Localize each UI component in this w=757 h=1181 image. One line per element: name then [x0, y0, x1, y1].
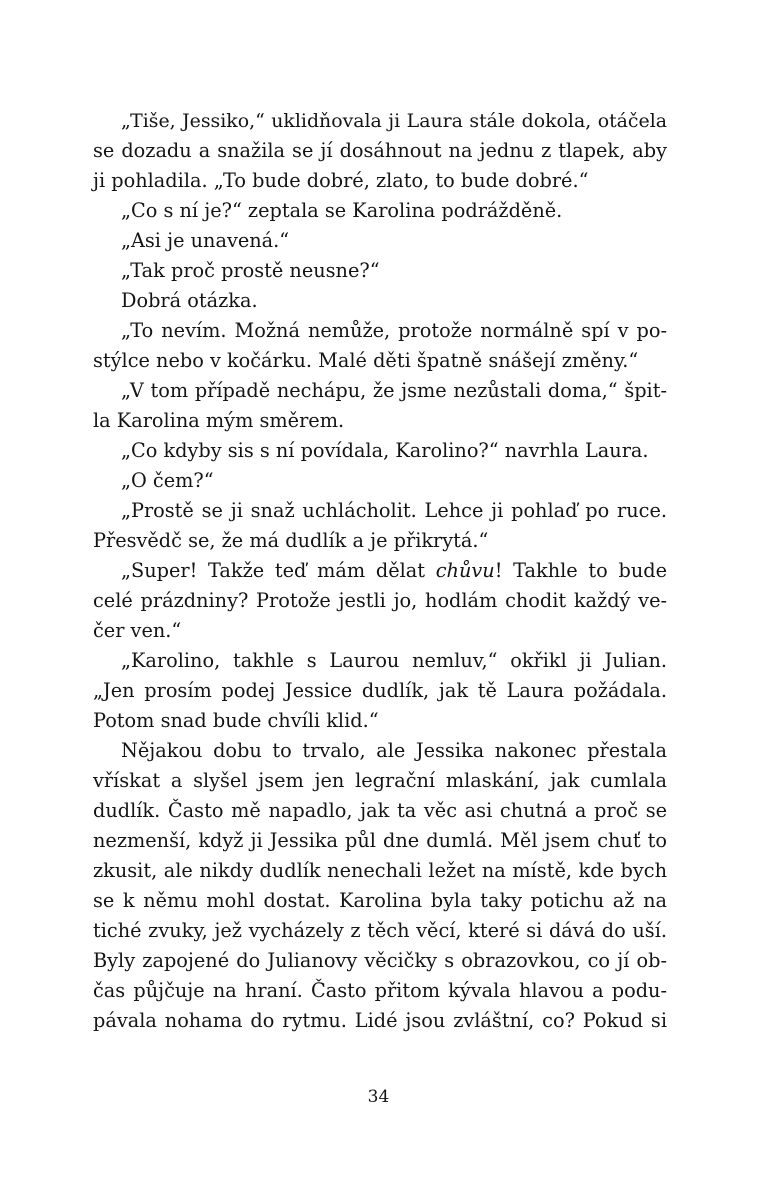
line-text: „Co kdyby sis s ní povídala, Karolino?“ navrhla Laura.	[121, 439, 649, 462]
line-text: se k němu mohl dostat. Karolina byla taky potichu až na	[93, 889, 667, 912]
line-text: „Co s ní je?“ zeptala se Karolina podrážděně.	[121, 199, 563, 222]
line-text: celé prázdniny? Protože jestli jo, hodlám chodit každý ve-	[93, 589, 667, 612]
text-line	[93, 166, 667, 196]
text-line	[93, 826, 667, 856]
line-text: „V tom případě nechápu, že jsme nezůstali doma,“ špit-	[121, 379, 667, 402]
text-line	[93, 1006, 667, 1036]
text-line	[93, 946, 667, 976]
text-line	[93, 856, 667, 886]
line-text: ji pohladila. „To bude dobré, zlato, to bude dobré.“	[93, 169, 589, 192]
text-line	[93, 106, 667, 136]
text-line	[93, 766, 667, 796]
text-line	[93, 316, 667, 346]
text-line	[93, 976, 667, 1006]
line-text: stýlce nebo v kočárku. Malé děti špatně snášejí změny.“	[93, 349, 639, 372]
line-text: „Tak proč prostě neusne?“	[121, 259, 380, 282]
text-line	[93, 796, 667, 826]
text-line	[93, 226, 667, 256]
line-text: se dozadu a snažila se jí dosáhnout na jednu z tlapek, aby	[93, 139, 667, 162]
text-line	[93, 526, 667, 556]
line-text: zkusit, ale nikdy dudlík nenechali ležet na místě, kde bych	[93, 859, 667, 882]
text-line	[93, 196, 667, 226]
text-line	[93, 436, 667, 466]
text-line	[93, 556, 667, 586]
line-text: „Asi je unavená.“	[121, 229, 290, 252]
text-line	[93, 736, 667, 766]
text-line	[93, 346, 667, 376]
text-line	[93, 706, 667, 736]
line-text: dudlík. Často mě napadlo, jak ta věc asi chutná a proč se	[93, 799, 667, 822]
line-text: Nějakou dobu to trvalo, ale Jessika nakonec přestala	[121, 739, 667, 762]
text-line	[93, 646, 667, 676]
page-text	[93, 106, 667, 1036]
text-line	[93, 256, 667, 286]
text-line	[93, 886, 667, 916]
text-line	[93, 616, 667, 646]
text-line	[93, 676, 667, 706]
line-text: Dobrá otázka.	[121, 289, 258, 312]
line-text: pávala nohama do rytmu. Lidé jsou zvláštní, co? Pokud si	[93, 1009, 667, 1032]
line-text: „Karolino, takhle s Laurou nemluv,“ okřikl ji Julian.	[121, 649, 667, 672]
text-line	[93, 136, 667, 166]
line-text: vřískat a slyšel jsem jen legrační mlaskání, jak cumlala	[93, 769, 667, 792]
text-line	[93, 286, 667, 316]
text-line	[93, 496, 667, 526]
text-line	[93, 916, 667, 946]
line-text: Potom snad bude chvíli klid.“	[93, 709, 379, 732]
line-text: „Tiše, Jessiko,“ uklidňovala ji Laura stále dokola, otáčela	[121, 110, 667, 132]
line-text: Přesvědč se, že má dudlík a je přikrytá.“	[93, 529, 489, 552]
text-line	[93, 586, 667, 616]
line-text: „Prostě se ji snaž uchlácholit. Lehce ji pohlaď po ruce.	[121, 499, 667, 522]
line-emphasis: chůvu	[435, 559, 495, 582]
line-text: čer ven.“	[93, 619, 182, 642]
text-line	[93, 376, 667, 406]
text-line	[93, 406, 667, 436]
line-text: „To nevím. Možná nemůže, protože normálně spí v po-	[121, 319, 667, 342]
line-text: „Super! Takže teď mám dělat	[121, 559, 436, 582]
line-text: „Jen prosím podej Jessice dudlík, jak tě Laura požádala.	[93, 679, 667, 702]
line-text-after: ! Takhle to bude	[494, 559, 667, 582]
text-line	[93, 466, 667, 496]
line-text: la Karolina mým směrem.	[93, 409, 345, 432]
line-text: tiché zvuky, jež vycházely z těch věcí, které si dává do uší.	[93, 919, 667, 942]
line-text: nezmenší, když ji Jessika půl dne dumlá. Měl jsem chuť to	[93, 829, 667, 852]
page-number: 34	[367, 1087, 390, 1107]
line-text: Byly zapojené do Julianovy věcičky s obrazovkou, co jí ob-	[93, 949, 667, 972]
line-text: „O čem?“	[121, 469, 214, 492]
line-text: čas půjčuje na hraní. Často přitom kývala hlavou a podu-	[93, 979, 667, 1002]
